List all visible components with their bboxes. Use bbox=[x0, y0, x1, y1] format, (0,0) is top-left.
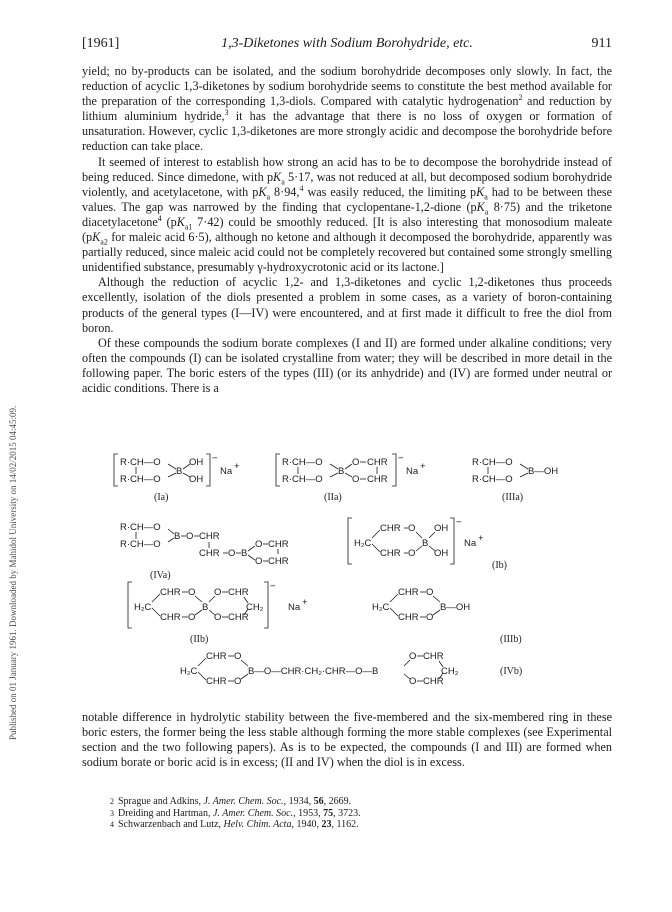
svg-text:B—O—CHR·CH₂·CHR—O—B: B—O—CHR·CH₂·CHR—O—B bbox=[248, 666, 379, 677]
svg-text:B: B bbox=[174, 531, 181, 542]
svg-text:(IIb): (IIb) bbox=[190, 634, 209, 645]
publication-watermark bbox=[1, 150, 18, 740]
svg-text:O: O bbox=[352, 457, 360, 468]
svg-text:+: + bbox=[302, 597, 308, 608]
svg-text:O: O bbox=[255, 556, 263, 567]
ref-3[interactable]: 3 bbox=[224, 108, 229, 118]
structure-Ia bbox=[114, 453, 240, 503]
svg-text:(Ia): (Ia) bbox=[154, 492, 169, 503]
body-text-bottom bbox=[82, 710, 612, 770]
svg-text:Na: Na bbox=[464, 538, 477, 549]
svg-text:R·CH—O: R·CH—O bbox=[120, 522, 161, 533]
svg-text:O: O bbox=[352, 474, 360, 485]
svg-text:H₂C: H₂C bbox=[134, 602, 152, 613]
paragraph-5: notable difference in hydrolytic stability between the five-membered and the six-membered ring in these boric esters, the former being the less stable although forming the more stable complexes (see Experimental section and the two following papers). As is to be expected, the compounds (I and III) are formed when sodium borate or boric acid is in excess; (II and IV) when the diol is in excess. bbox=[82, 710, 612, 770]
structure-diagrams bbox=[82, 452, 612, 702]
svg-text:B: B bbox=[422, 538, 429, 549]
svg-text:OH: OH bbox=[434, 523, 449, 534]
svg-text:(IIIb): (IIIb) bbox=[500, 634, 522, 645]
header-year: [1961] bbox=[82, 36, 120, 51]
svg-text:CHR: CHR bbox=[423, 651, 444, 662]
svg-text:OH: OH bbox=[189, 474, 204, 485]
svg-text:R·CH—O: R·CH—O bbox=[120, 457, 161, 468]
svg-text:R·CH—O: R·CH—O bbox=[472, 457, 513, 468]
svg-text:O: O bbox=[426, 587, 434, 598]
ref-2[interactable]: 2 bbox=[518, 93, 523, 103]
svg-text:(IVa): (IVa) bbox=[150, 570, 171, 581]
svg-text:CHR: CHR bbox=[398, 587, 419, 598]
svg-text:O: O bbox=[234, 676, 242, 687]
svg-text:+: + bbox=[234, 461, 240, 472]
header-title: 1,3-Diketones with Sodium Borohydride, etc. bbox=[221, 36, 473, 51]
svg-text:O: O bbox=[186, 531, 194, 542]
svg-text:O: O bbox=[228, 548, 236, 559]
svg-text:B: B bbox=[241, 548, 248, 559]
footnote-2: 2 Sprague and Adkins, J. Amer. Chem. Soc., 1934, 56, 2669. bbox=[110, 796, 352, 807]
svg-text:CHR: CHR bbox=[380, 523, 401, 534]
structure-IIb bbox=[128, 581, 308, 645]
svg-text:R·CH—O: R·CH—O bbox=[120, 474, 161, 485]
paragraph-2: It seemed of interest to establish how strong an acid has to be to decompose the borohydride instead of being reduced. Since dimedone, with $pK_a$ 5·17, was not reduced at all, but decomposed sodium borohydride violently, and acetylacetone, with $pK_a$ 8·94,$^4$ was easily reduced, the limiting $pK_a$ had to be between these values. The gap was narrowed by the finding that cyclopentane-1,2-dione ($pK_a$ 8·75) and the triketone diacetylacetone$^4$ ($pK_{a1}$ 7·42) could be smoothly reduced. [It is also interesting that monosodium maleate ($pK_{a2}$ for maleic acid 6·5), although no ketone and although it decomposed the borohydride, apparently was partially reduced, since maleic acid could not be completely recovered but contained some strongly smelling unidentified substance, presumably γ-hydroxycrotonic acid or its lactone.] bbox=[82, 154, 613, 275]
svg-text:OH: OH bbox=[434, 548, 449, 559]
svg-text:CHR: CHR bbox=[228, 612, 249, 623]
svg-text:O: O bbox=[408, 548, 416, 559]
svg-text:O: O bbox=[409, 676, 417, 687]
paragraph-3: Although the reduction of acyclic 1,2- and 1,3-diketones and cyclic 1,2-diketones thus proceeds excellently, isolation of the diols presented a problem in some cases, as a variety of boron-containing products of the general types (I—IV) were encountered, and at first made it difficult to free the diol from boron. bbox=[82, 275, 612, 335]
svg-text:O: O bbox=[188, 612, 196, 623]
svg-text:−: − bbox=[398, 453, 404, 464]
svg-text:B—OH: B—OH bbox=[528, 466, 559, 477]
svg-text:(IVb): (IVb) bbox=[500, 666, 523, 677]
svg-text:CHR: CHR bbox=[199, 531, 220, 542]
svg-text:CH₂: CH₂ bbox=[441, 666, 459, 677]
svg-text:R·CH—O: R·CH—O bbox=[472, 474, 513, 485]
svg-text:CHR: CHR bbox=[160, 587, 181, 598]
paragraph-1: yield; no by-products can be isolated, and the sodium borohydride decomposes only slowly. In fact, the reduction of acyclic 1,3-diketones by sodium borohydride seems to constitute the best method available for the preparation of the corresponding 1,3-diols. Compared with catalytic hydrogenation$^2$ and reduction by lithium aluminium hydride,$^3$ it has the advantage that there is no loss of oxygen or formation of unsaturation. However, cyclic 1,3-diketones are more strongly acidic and decompose the borohydride before reduction can take place. bbox=[82, 64, 613, 154]
svg-text:R·CH—O: R·CH—O bbox=[120, 539, 161, 550]
running-header bbox=[82, 36, 612, 54]
svg-text:B: B bbox=[338, 466, 345, 477]
svg-text:+: + bbox=[478, 533, 484, 544]
svg-text:H₂C: H₂C bbox=[180, 666, 198, 677]
footnote-3: 3 Dreiding and Hartman, J. Amer. Chem. Soc., 1953, 75, 3723. bbox=[110, 807, 361, 819]
svg-text:Na: Na bbox=[406, 466, 419, 477]
svg-text:−: − bbox=[456, 517, 462, 528]
paragraph-4: Of these compounds the sodium borate complexes (I and II) are formed under alkaline conditions; very often the compounds (I) can be isolated crystalline from water; they will be described in more detail in the following paper. The boric esters of the types (III) (or its anhydride) and (IV) are formed under neutral or acidic conditions. There is a bbox=[82, 335, 612, 395]
svg-text:O: O bbox=[234, 651, 242, 662]
svg-text:O: O bbox=[426, 612, 434, 623]
svg-text:CH₂: CH₂ bbox=[246, 602, 264, 613]
svg-text:CHR: CHR bbox=[268, 556, 289, 567]
svg-text:CHR: CHR bbox=[380, 548, 401, 559]
svg-text:(Ib): (Ib) bbox=[492, 560, 507, 571]
svg-text:CHR: CHR bbox=[367, 457, 388, 468]
svg-text:+: + bbox=[420, 461, 426, 472]
page-number: 911 bbox=[591, 36, 612, 51]
svg-text:H₂C: H₂C bbox=[354, 538, 372, 549]
structure-IIIa bbox=[472, 457, 558, 503]
svg-text:O: O bbox=[409, 651, 417, 662]
svg-text:CHR: CHR bbox=[268, 539, 289, 550]
svg-text:O: O bbox=[214, 587, 222, 598]
svg-text:(IIa): (IIa) bbox=[324, 492, 342, 503]
svg-text:−: − bbox=[212, 453, 218, 464]
svg-text:O: O bbox=[255, 539, 263, 550]
svg-text:Na: Na bbox=[220, 466, 233, 477]
svg-text:O: O bbox=[188, 587, 196, 598]
footnotes bbox=[110, 796, 610, 831]
svg-text:B: B bbox=[202, 602, 209, 613]
structure-IIa bbox=[276, 453, 426, 503]
body-text-top bbox=[82, 64, 612, 396]
svg-text:R·CH—O: R·CH—O bbox=[282, 474, 323, 485]
svg-text:CHR: CHR bbox=[206, 651, 227, 662]
svg-text:H₂C: H₂C bbox=[372, 602, 390, 613]
svg-text:B: B bbox=[176, 466, 183, 477]
structure-IVa bbox=[120, 522, 289, 581]
svg-text:CHR: CHR bbox=[206, 676, 227, 687]
download-note: Published on 01 January 1961. Downloaded by Mahidol University on 14/02/2015 04:45:09. bbox=[8, 405, 18, 740]
svg-text:R·CH—O: R·CH—O bbox=[282, 457, 323, 468]
structure-IIIb bbox=[372, 587, 522, 645]
svg-text:−: − bbox=[270, 581, 276, 592]
svg-text:O: O bbox=[214, 612, 222, 623]
svg-text:CHR: CHR bbox=[398, 612, 419, 623]
svg-text:(IIIa): (IIIa) bbox=[502, 492, 524, 503]
structure-IVb bbox=[180, 651, 522, 687]
svg-text:CHR: CHR bbox=[160, 612, 181, 623]
svg-text:CHR: CHR bbox=[228, 587, 249, 598]
svg-text:CHR: CHR bbox=[367, 474, 388, 485]
ref-4[interactable]: 4 bbox=[299, 183, 304, 193]
svg-text:CHR: CHR bbox=[199, 548, 220, 559]
svg-text:Na: Na bbox=[288, 602, 301, 613]
svg-text:O: O bbox=[408, 523, 416, 534]
svg-text:OH: OH bbox=[189, 457, 204, 468]
structure-Ib bbox=[348, 517, 507, 571]
svg-text:CHR: CHR bbox=[423, 676, 444, 687]
footnote-4: 4 Schwarzenbach and Lutz, Helv. Chim. Acta, 1940, 23, 1162. bbox=[110, 819, 359, 831]
svg-text:B—OH: B—OH bbox=[440, 602, 471, 613]
